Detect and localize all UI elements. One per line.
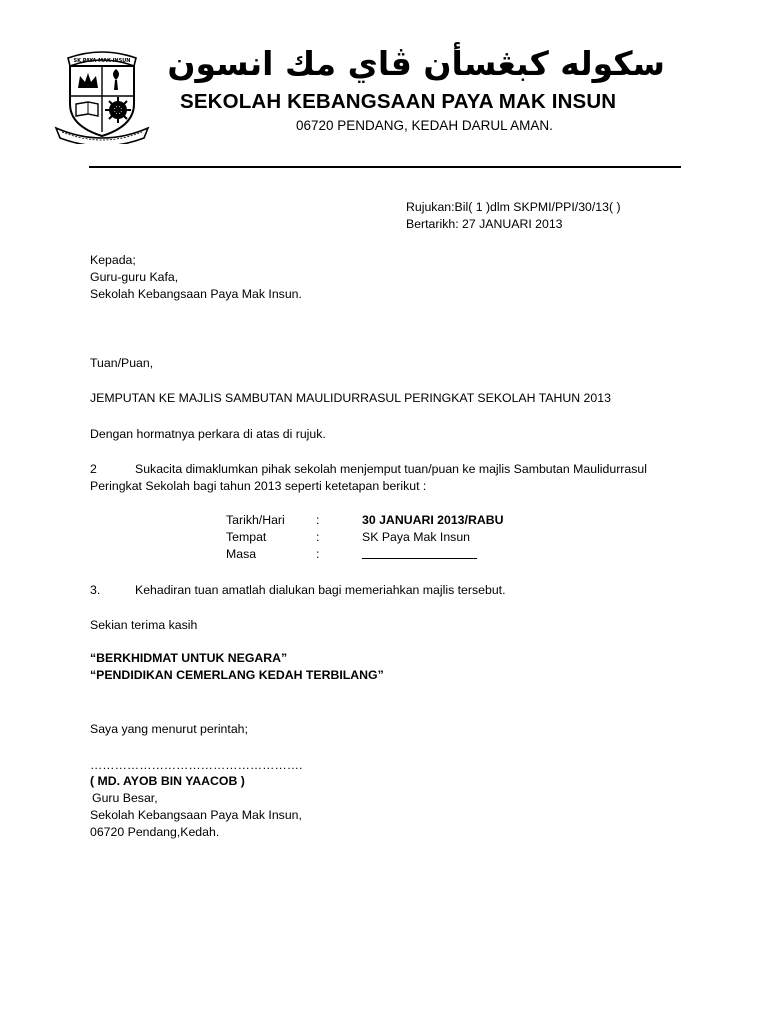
opening-line: Dengan hormatnya perkara di atas di rujuk. — [90, 427, 326, 441]
detail-colon: : — [316, 513, 320, 527]
time-blank-line — [362, 546, 477, 559]
detail-colon: : — [316, 530, 320, 544]
crest-top-text: SK PAYA MAK INSUN — [73, 58, 131, 64]
addressee-to: Kepada; — [90, 253, 136, 267]
paragraph-2-number: 2 — [90, 462, 97, 476]
letterhead-divider — [89, 166, 681, 168]
paragraph-3-text: Kehadiran tuan amatlah dialukan bagi memeriahkan majlis tersebut. — [135, 583, 506, 597]
event-details — [226, 512, 503, 563]
signer-name: ( MD. AYOB BIN YAACOB ) — [90, 774, 245, 788]
signer-organisation: Sekolah Kebangsaan Paya Mak Insun, — [90, 808, 302, 822]
addressee-block — [90, 252, 302, 303]
subject-heading: JEMPUTAN KE MAJLIS SAMBUTAN MAULIDURRASUL PERINGKAT SEKOLAH TAHUN 2013 — [90, 391, 611, 405]
detail-label: Tempat — [226, 530, 267, 544]
detail-value: SK Paya Mak Insun — [362, 530, 470, 544]
closing-line: Sekian terima kasih — [90, 618, 198, 632]
school-name: SEKOLAH KEBANGSAAN PAYA MAK INSUN — [180, 90, 617, 113]
detail-row-date — [226, 512, 503, 529]
paragraph-3-number: 3. — [90, 583, 101, 597]
school-name-jawi: سکوله کبڠسأن ڤاي مك انسون — [167, 44, 665, 83]
motto-line-2: “PENDIDIKAN CEMERLANG KEDAH TERBILANG” — [90, 668, 384, 682]
addressee-line-1: Guru-guru Kafa, — [90, 270, 179, 284]
salutation: Tuan/Puan, — [90, 356, 154, 370]
letter-date: Bertarikh: 27 JANUARI 2013 — [406, 217, 563, 231]
school-address: 06720 PENDANG, KEDAH DARUL AMAN. — [296, 118, 553, 133]
addressee-line-2: Sekolah Kebangsaan Paya Mak Insun. — [90, 287, 302, 301]
detail-label: Masa — [226, 547, 257, 561]
letterhead — [42, 40, 718, 152]
reference-number: Rujukan:Bil( 1 )dlm SKPMI/PPI/30/13( ) — [406, 200, 621, 214]
detail-row-time — [226, 546, 503, 563]
signer-title: Guru Besar, — [92, 791, 158, 805]
paragraph-2 — [90, 461, 647, 495]
reference-block — [406, 199, 621, 233]
paragraph-3 — [90, 582, 506, 599]
detail-value: 30 JANUARI 2013/RABU — [362, 513, 504, 527]
paragraph-2-line-1: Sukacita dimaklumkan pihak sekolah menjemput tuan/puan ke majlis Sambutan Maulidurrasul — [135, 462, 647, 476]
detail-row-venue — [226, 529, 503, 546]
school-crest-logo — [54, 44, 150, 144]
obey-line: Saya yang menurut perintah; — [90, 722, 248, 736]
detail-colon: : — [316, 547, 320, 561]
signer-address: 06720 Pendang,Kedah. — [90, 825, 220, 839]
signature-line: ……………………………………………. — [90, 758, 303, 772]
detail-label: Tarikh/Hari — [226, 513, 285, 527]
paragraph-2-line-2: Peringkat Sekolah bagi tahun 2013 seperti ketetapan berikut : — [90, 479, 427, 493]
motto-line-1: “BERKHIDMAT UNTUK NEGARA” — [90, 651, 288, 665]
